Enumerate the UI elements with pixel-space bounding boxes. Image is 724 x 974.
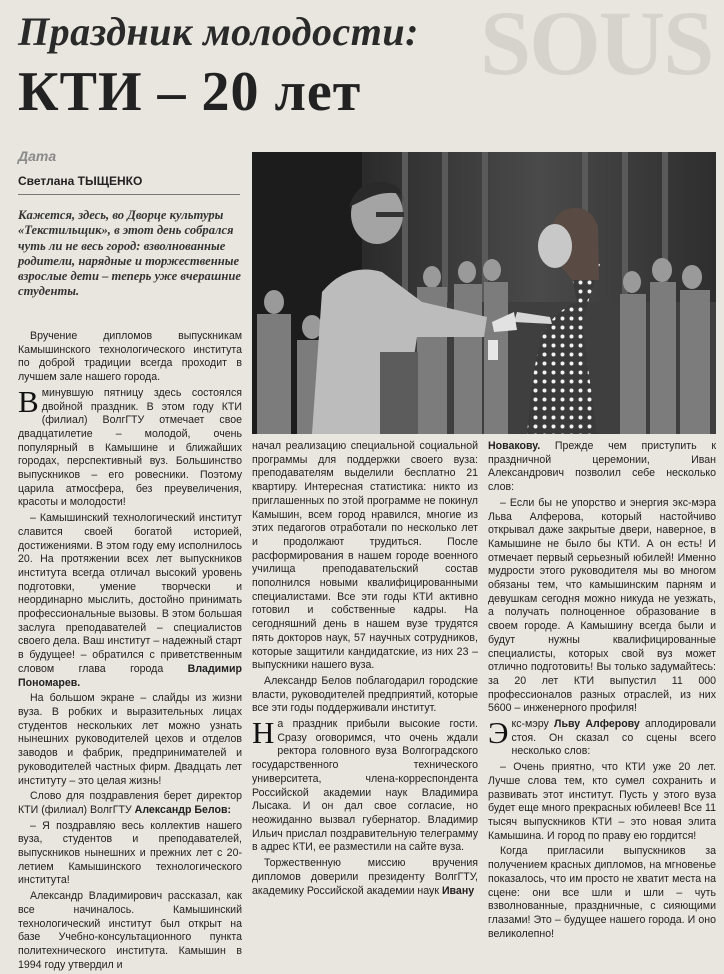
mayor-name: Владимир Пономарев. [18,662,243,689]
col1-paragraph-3: – Камышинский технологический институт славится своей богатой историей, достижениями. В этом году ему исполнилось 20. На протяжении всех лет выпускников института всегда отличал высокий уровень подготовки, умение творчески и неординарно мыслить, достойно принимать профессиональные вызовы. В этом большая заслуга преподавателей – специалистов своего дела. Ваш институт – надежный старт в будущее! – обратился с приветственным словом глава города Владимир Пономарев. [18,512,243,689]
article-column-1 [18,330,242,974]
col1-paragraph-2: Вминувшую пятницу здесь состоялся двойной праздник. В этом году КТИ (филиал) ВолгГТУ отмечает свое двадцатилетие – молодой, очень популярный в Камышине и ближайших городах, перспективный вуз. Большинство выпускников – его ровесники. Поэтому царила атмосфера, без преувеличения, красоты и молодости! [18,383,242,509]
col3-paragraph-3: Экс-мэру Льву Алферову аплодировали стоя. Он сказал со сцены всего несколько слов: [488,715,717,758]
col2-paragraph-4: Торжественную миссию вручения дипломов доверили президенту ВолгГТУ, академику Российской академии наук Ивану [252,857,478,897]
col3-paragraph-1: Новакову. Прежде чем приступить к праздничной церемонии, Иван Александрович позволил себе несколько слов: [488,440,716,494]
col2-paragraph-2: Александр Белов поблагодарил городские власти, руководителей предприятий, которые все эти годы поддерживали институт. [252,674,478,715]
lead-paragraph: Кажется, здесь, во Дворце культуры «Текстильщик», в этот день собрался чуть ли не весь город: взволнованные родители, нарядные и торжественные взрослые дети – теперь уже вчерашние студенты. [18,208,241,299]
author-byline: Светлана ТЫЩЕНКО [18,174,143,188]
drop-cap: Н [252,715,275,751]
col1-paragraph-5: Слово для поздравления берет директор КТИ (филиал) ВолгГТУ Александр Белов: [18,790,242,816]
headline-line-2: КТИ – 20 лет [18,61,362,123]
article-column-2 [252,440,478,900]
president-surname: Новакову. [488,440,541,452]
byline-divider [18,194,240,195]
director-name: Александр Белов: [134,803,232,816]
headline-line-1: Праздник молодости: [18,9,419,54]
col1-paragraph-7: Александр Владимирович рассказал, как все начиналось. Камышинский технологический институт был открыт на базе Учебно-консультационного пункта политехнического института. Камышин в 1994 году утвердил и [18,890,242,971]
article-column-3 [488,440,716,943]
ceremony-photo [252,152,716,434]
col3-paragraph-5: Когда пригласили выпускников за получением красных дипломов, на мгновенье показалось, что им просто не хватит места на сцене: они все шли и шли – чуть взволнованные, праздничные, с сияющими глазами! Это – будущее нашего города. И оно великолепно! [488,845,716,940]
ex-mayor-name: Льву Алферову [554,718,640,731]
col3-paragraph-4: – Очень приятно, что КТИ уже 20 лет. Лучше слова тем, кто сумел сохранить и развивать этот институт. Пусть у этого вуза будет еще много прекрасных юбилеев! Все 11 тысяч выпускников КТИ – это новая элита Камышина. И город по праву ею гордится! [488,761,716,842]
col1-paragraph-4: На большом экране – слайды из жизни вуза. В робких и выразительных лицах студентов нескольких лет можно узнать нынешних руководителей цехов и отделов заводов и фабрик, предпринимателей и руководителей частных фирм. Двадцать лет институту – это целая жизнь! [18,692,242,787]
col2-paragraph-1: начал реализацию специальной социальной программы для поддержки своего вуза: преподавателям выделили бесплатно 21 квартиру. Интересная статистика: никто из приглашенных по этой программе не покинул Камышин, всем город нравился, многие из этих педагогов отработали по несколько лет и продолжают трудиться. После расформирования в нашем городе военного училища преподавательский состав пополнился новыми квалифицированными специалистами. Все эти годы КТИ активно готовил и собственные кадры. На сегодняшний день в нашем вузе трудятся пять докторов наук, 57 научных сотрудников, которые защитили кандидатские, из них 23 – выпускники нашего вуза. [252,440,478,672]
col3-paragraph-2: – Если бы не упорство и энергия экс-мэра Льва Алферова, который настойчиво открывал даже закрытые двери, наверное, в Камышине не было бы КТИ. А он есть! И отмечает первый серьезный юбилей! Именно мудрости этого руководителя мы во многом обязаны тем, что камышинским парням и девушкам сегодня можно никуда не уезжать, а получать полноценное образование в своем городе. А Камышину всегда были и будут нужны квалифицированные специалисты, которых свой вуз может отлично подготовить! Вы только задумайтесь: за 20 лет КТИ выпустил 11 000 профессионалов разных отраслей, из них 5600 – инженерного профиля! [488,496,716,715]
president-name-part: Ивану [441,884,475,897]
background-watermark-text: SOUS [480,0,713,94]
rubric-label: Дата [18,148,57,164]
col1-paragraph-1: Вручение дипломов выпускникам Камышинского технологического института по доброй традиции всегда проходит в лучшем зале нашего города. [18,330,242,384]
drop-cap: В [18,383,39,419]
col2-paragraph-3: На праздник прибыли высокие гости. Сразу оговоримся, что очень ждали ректора головного вуза Волгоградского государственного технического университета, члена-корреспондента Российской академии наук Владимира Лысака. И он дал свое согласие, но неожиданно вызвал губернатор. Владимир Ильич прислал поздравительную телеграмму в адрес КТИ, ее разместили на сайте вуза. [252,715,478,854]
drop-cap: Э [488,715,509,751]
col1-paragraph-6: – Я поздравляю весь коллектив нашего вуза, студентов и преподавателей, выпускников нынешних и прежних лет с 20-летием Камышинского технологического института! [18,819,242,887]
